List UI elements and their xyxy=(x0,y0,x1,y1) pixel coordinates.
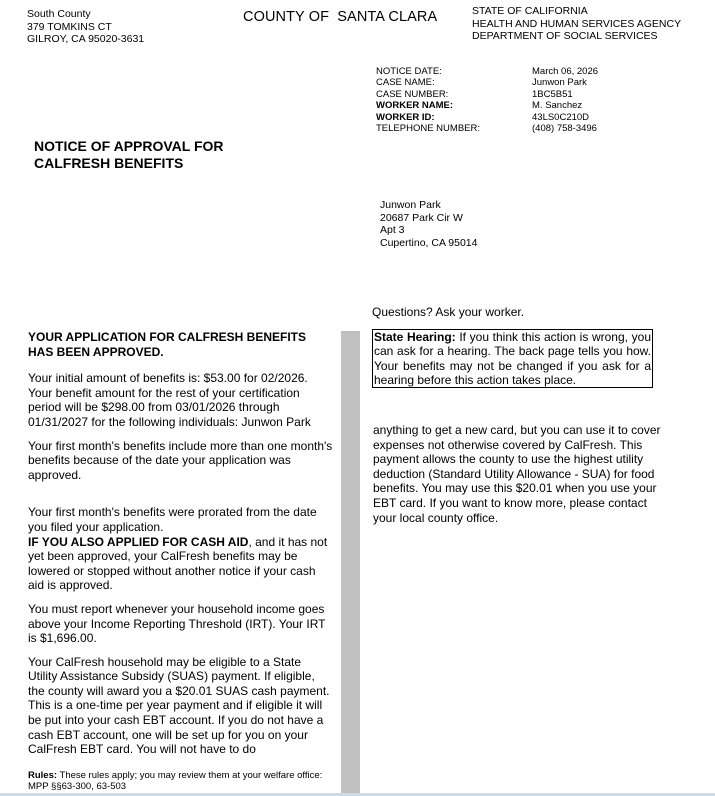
irt-paragraph: You must report whenever your household income goes above your Income Reporting Threshold (IRT). Your IRT is $1,696.00. xyxy=(28,601,326,646)
worker-name-label: WORKER NAME: xyxy=(376,100,454,112)
notice-title-line-2: CALFRESH BENEFITS xyxy=(34,155,184,171)
state-name: STATE OF CALIFORNIA xyxy=(472,5,588,17)
case-info-table xyxy=(376,66,598,134)
case-info-row-notice-date xyxy=(376,66,598,77)
case-info-row-case-number xyxy=(376,89,598,100)
approval-heading: YOUR APPLICATION FOR CALFRESH BENEFITS HAS BEEN APPROVED. xyxy=(28,330,307,359)
case-info-row-telephone xyxy=(376,123,598,134)
state-hearing-box xyxy=(372,329,653,388)
telephone-label: TELEPHONE NUMBER: xyxy=(376,123,480,135)
suas-continued-paragraph: anything to get a new card, but you can use it to cover expenses not otherwise covered by CalFresh. This payment allows the county to use the highest utility deduction (Standard Utility Allowance - SUA) for food benefits. You may use this $20.01 when you use your EBT card. If you want to know more, please contact your local county office. xyxy=(373,423,661,525)
prorated-paragraph: Your first month's benefits were prorated from the date you filed your application. xyxy=(28,505,317,534)
suas-paragraph: Your CalFresh household may be eligible to a State Utility Assistance Subsidy (SUAS) payment. If eligible, the county will award you a $20.01 SUAS cash payment. This is a one-time per year payment and if eligible it will be put into your cash EBT account. If you do not have a cash EBT account, one will be set up for you on your CalFresh EBT card. You will not have to do xyxy=(28,654,330,757)
notice-date-value: March 06, 2026 xyxy=(532,66,599,77)
case-info-row-worker-name xyxy=(376,100,598,111)
agency-name: HEALTH AND HUMAN SERVICES AGENCY xyxy=(472,17,682,30)
notice-title xyxy=(34,138,224,172)
left-column xyxy=(28,330,333,766)
case-name-value: Junwon Park xyxy=(532,77,587,89)
recipient-address xyxy=(380,199,477,250)
office-street: 379 TOMKINS CT xyxy=(27,20,112,33)
case-info-row-worker-id xyxy=(376,112,598,123)
cash-aid-bold: IF YOU ALSO APPLIED FOR CASH AID xyxy=(28,534,249,549)
state-hearing-label: State Hearing: xyxy=(374,330,456,344)
rules-footer xyxy=(28,770,338,793)
questions-note: Questions? Ask your worker. xyxy=(372,305,525,319)
office-name: South County xyxy=(27,8,91,20)
worker-name-value: M. Sanchez xyxy=(532,100,583,112)
recipient-unit: Apt 3 xyxy=(380,224,405,237)
first-month-paragraph: Your first month's benefits include more than one month's benefits because of the date your application was approved. xyxy=(28,438,333,482)
state-agency-block xyxy=(472,5,681,43)
case-name-label: CASE NAME: xyxy=(376,77,435,89)
rules-label: Rules: xyxy=(28,770,58,781)
case-number-label: CASE NUMBER: xyxy=(376,88,449,100)
telephone-value: (408) 758-3496 xyxy=(532,123,597,135)
county-title: COUNTY OF SANTA CLARA xyxy=(243,9,438,25)
cash-aid-text: , and it has not yet been approved, your CalFresh benefits may be lowered or stopped without another notice if your cash aid is approved. xyxy=(28,534,328,593)
department-name: DEPARTMENT OF SOCIAL SERVICES xyxy=(472,30,658,42)
notice-title-line-1: NOTICE OF APPROVAL FOR xyxy=(34,138,224,154)
case-info-row-case-name xyxy=(376,77,598,88)
recipient-name: Junwon Park xyxy=(380,199,441,211)
office-city: GILROY, CA 95020-3631 xyxy=(27,33,145,45)
rules-text: These rules apply; you may review them at your welfare office: MPP §§63-300, 63-503 xyxy=(28,770,323,793)
county-office-address xyxy=(27,8,144,46)
worker-id-value: 43LS0C210D xyxy=(532,111,590,123)
worker-id-label: WORKER ID: xyxy=(376,111,435,123)
cash-aid-paragraph xyxy=(28,535,333,593)
case-number-value: 1BC5B51 xyxy=(532,88,573,100)
state-hearing-text: If you think this action is wrong, you can ask for a hearing. The back page tells you how. Your benefits may not be changed if you ask for a hearing before this action takes place. xyxy=(374,330,651,387)
recipient-city: Cupertino, CA 95014 xyxy=(380,237,478,250)
right-column xyxy=(373,423,673,525)
benefit-amount-paragraph: Your initial amount of benefits is: $53.00 for 02/2026. Your benefit amount for the rest of your certification period will be $298.00 from 03/01/2026 through 01/31/2027 for the following individuals: Junwon Park xyxy=(28,371,311,429)
notice-date-label: NOTICE DATE: xyxy=(376,66,442,77)
recipient-street: 20687 Park Cir W xyxy=(380,211,463,224)
column-divider-bar xyxy=(341,331,360,796)
